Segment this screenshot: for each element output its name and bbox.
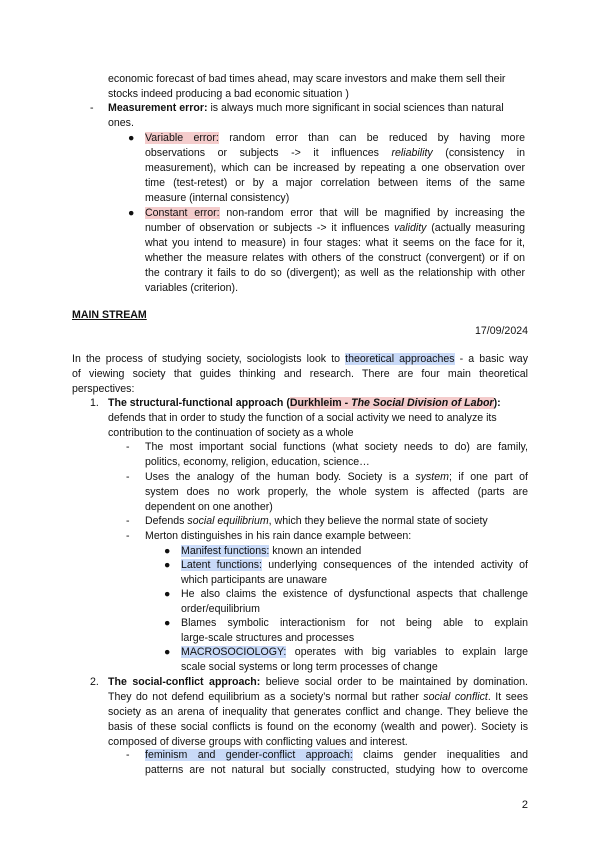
measurement-error-line: Measurement error: is always much more significant in social sciences than natural — [108, 102, 504, 114]
dash-marker: - — [126, 471, 130, 483]
bullet-marker: ● — [128, 132, 135, 144]
intro-line: economic forecast of bad times ahead, may scare investors and make them sell their — [108, 73, 506, 85]
section-date: 17/09/2024 — [474, 325, 528, 337]
structural-functional-item: The structural-functional approach (Durkhleim - The Social Division of Labor): defends that in order to study the function of a social activity we need to analyze its contribution to the continuation of society as a whole — [108, 397, 501, 439]
measurement-error-line: ones. — [108, 117, 134, 129]
merton-item: Merton distinguishes in his rain dance example between: — [145, 530, 412, 542]
variable-error-item: Variable error: random error than can be reduced by having more observations or subjects -> it influences reliability (consistency in measurement), which can be increased by repeating a one observation over time (test-retest) or by a major correlation between items of the same measure (internal consistency) — [145, 132, 525, 204]
bullet-marker: ● — [164, 646, 171, 658]
intro-paragraph: In the process of studying society, sociologists look to theoretical approaches - a basic way of viewing society that guides thinking and research. There are four main theoretical perspectives: — [72, 353, 528, 395]
macrosociology-item: MACROSOCIOLOGY: operates with big variables to explain large scale social systems or long term processes of change — [181, 646, 528, 673]
list-number: 1. — [90, 397, 99, 409]
intro-line: stocks indeed producing a bad economic situation ) — [108, 88, 349, 100]
latent-functions-item: Latent functions: underlying consequences of the intended activity of which participants are unaware — [181, 559, 528, 586]
dysfunctional-item: He also claims the existence of dysfunctional aspects that challenge order/equilibrium — [181, 588, 528, 615]
dash-marker: - — [126, 749, 130, 761]
bullet-marker: ● — [164, 588, 171, 600]
dash-marker: - — [126, 530, 130, 542]
section-heading: MAIN STREAM — [72, 309, 147, 321]
bullet-marker: ● — [128, 207, 135, 219]
social-functions-item: The most important social functions (what society needs to do) are family, politics, economy, religion, education, science… — [145, 441, 528, 468]
dash-marker: - — [126, 441, 130, 453]
dash-marker: - — [126, 515, 130, 527]
body-analogy-item: Uses the analogy of the human body. Society is a system; if one part of system does no work properly, the whole system is affected (parts are dependent on one another) — [145, 471, 528, 513]
bullet-marker: ● — [164, 559, 171, 571]
constant-error-item: Constant error: non-random error that will be magnified by increasing the number of observation or subjects -> it influences validity (actually measuring what you intend to measure) in four stages: what it seems on the face for it, whether the measure relates with others of the construct (convergent) or if on the contrary it fails to do so (divergent); as well as the relationship with other variables (criterion). — [145, 207, 525, 294]
list-number: 2. — [90, 676, 99, 688]
bullet-marker: ● — [164, 545, 171, 557]
bullet-marker: ● — [164, 617, 171, 629]
social-conflict-item: The social-conflict approach: believe social order to be maintained by domination. They do not defend equilibrium as a society’s normal but rather social conflict. It sees society as an arena of inequality that generates conflict and change. They believe the basis of these social conflicts is found on the economy (wealth and power). Society is composed of diverse groups with conflicting values and interest. — [108, 676, 529, 748]
feminism-item: feminism and gender-conflict approach: claims gender inequalities and patterns are not natural but socially constructed, studying how to overcome — [145, 749, 528, 776]
social-equilibrium-item: Defends social equilibrium, which they believe the normal state of society — [145, 515, 488, 527]
dash-marker: - — [90, 102, 94, 114]
page-number: 2 — [521, 799, 528, 811]
symbolic-interactionism-item: Blames symbolic interactionism for not being able to explain large-scale structures and processes — [181, 617, 528, 644]
manifest-functions-item: Manifest functions: known an intended — [181, 545, 362, 557]
